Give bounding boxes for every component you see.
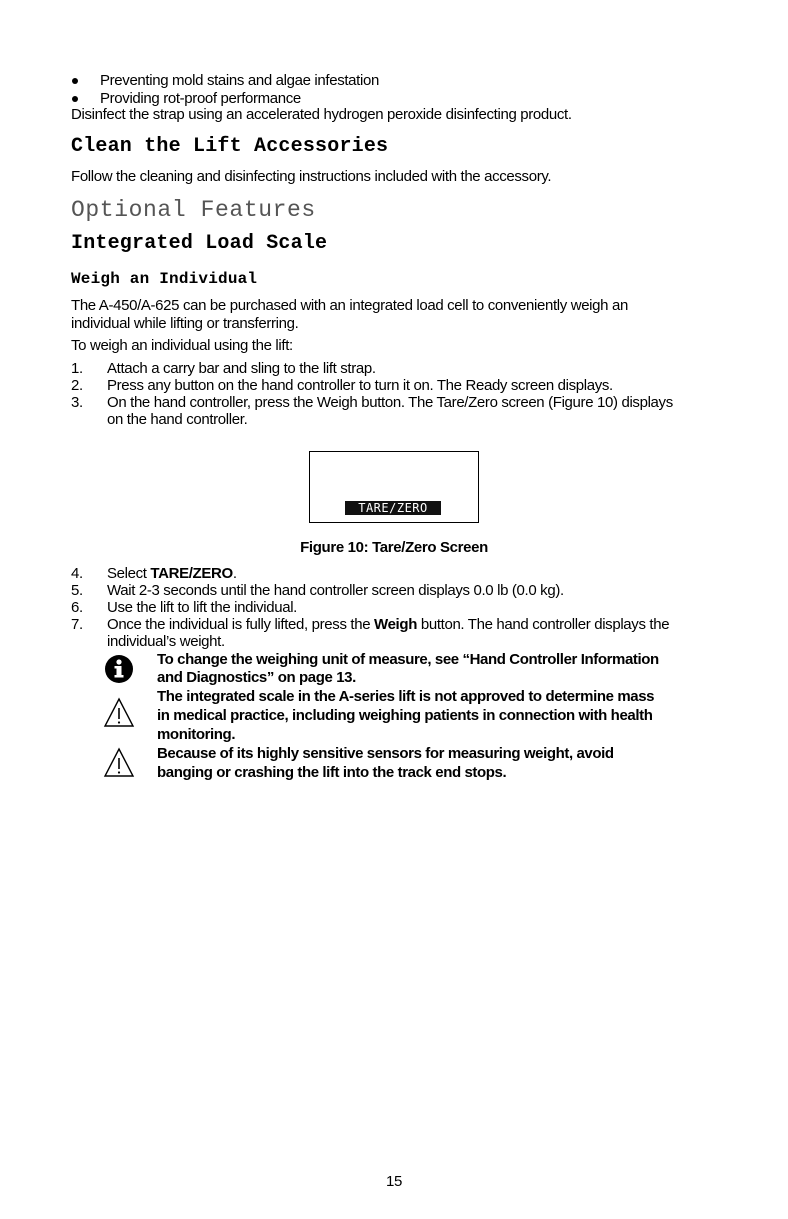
accessories-heading: Clean the Lift Accessories <box>71 135 389 158</box>
bullet-text: Providing rot-proof performance <box>100 90 301 107</box>
info-note-line: and Diagnostics” on page 13. <box>157 669 356 686</box>
step-number: 6. <box>71 599 83 616</box>
section-title: Optional Features <box>71 197 316 223</box>
warning-note-line: banging or crashing the lift into the track end stops. <box>157 764 507 781</box>
figure-caption: Figure 10: Tare/Zero Screen <box>300 539 488 556</box>
step-6-text: Use the lift to lift the individual. <box>107 599 298 616</box>
bullet-dot <box>72 96 78 102</box>
para2: To weigh an individual using the lift: <box>71 337 293 354</box>
accessories-text: Follow the cleaning and disinfecting instructions included with the accessory. <box>71 168 552 185</box>
warning-note-line: in medical practice, including weighing patients in connection with health <box>157 707 653 724</box>
step-7-pre: Once the individual is fully lifted, press the <box>107 616 375 633</box>
step-7-line2: individual’s weight. <box>107 633 225 650</box>
warning-note-line: Because of its highly sensitive sensors for measuring weight, avoid <box>157 745 614 762</box>
warning-icon <box>103 747 135 779</box>
info-icon <box>104 654 134 684</box>
subheading: Integrated Load Scale <box>71 232 328 255</box>
step-text: On the hand controller, press the Weigh button. The Tare/Zero screen (Figure 10) displays <box>107 394 673 411</box>
step-number: 1. <box>71 360 83 377</box>
step-5-text: Wait 2-3 seconds until the hand controller screen displays 0.0 lb (0.0 kg). <box>107 582 564 599</box>
disinfect-text: Disinfect the strap using an accelerated hydrogen peroxide disinfecting product. <box>71 106 572 123</box>
step-number: 5. <box>71 582 83 599</box>
warning-icon <box>103 697 135 729</box>
step-number: 4. <box>71 565 83 582</box>
bullet-text: Preventing mold stains and algae infestation <box>100 72 379 89</box>
step-7-text <box>107 616 669 634</box>
subsubheading: Weigh an Individual <box>71 270 258 288</box>
bullet-dot <box>72 78 78 84</box>
step-4-post: . <box>232 565 237 582</box>
step-text: on the hand controller. <box>107 411 248 428</box>
info-note-line: To change the weighing unit of measure, see “Hand Controller Information <box>157 651 659 668</box>
warning-note-line: monitoring. <box>157 726 236 743</box>
step-number: 7. <box>71 616 83 633</box>
warning-note-line: The integrated scale in the A-series lift is not approved to determine mass <box>157 688 655 705</box>
step-7-bold: Weigh <box>374 616 418 633</box>
page-number: 15 <box>386 1173 402 1190</box>
step-7-post: button. The hand controller displays the <box>417 616 670 633</box>
para1-line2: individual while lifting or transferring. <box>71 315 299 332</box>
tare-zero-screen-label: TARE/ZERO <box>345 501 441 515</box>
step-number: 2. <box>71 377 83 394</box>
step-4-text <box>107 565 237 583</box>
step-number: 3. <box>71 394 83 411</box>
para1-line1: The A-450/A-625 can be purchased with an integrated load cell to conveniently weigh an <box>71 297 628 314</box>
step-text: Attach a carry bar and sling to the lift strap. <box>107 360 376 377</box>
step-4-pre: Select <box>107 565 151 582</box>
step-text: Press any button on the hand controller to turn it on. The Ready screen displays. <box>107 377 613 394</box>
step-4-bold: TARE/ZERO <box>150 565 233 582</box>
